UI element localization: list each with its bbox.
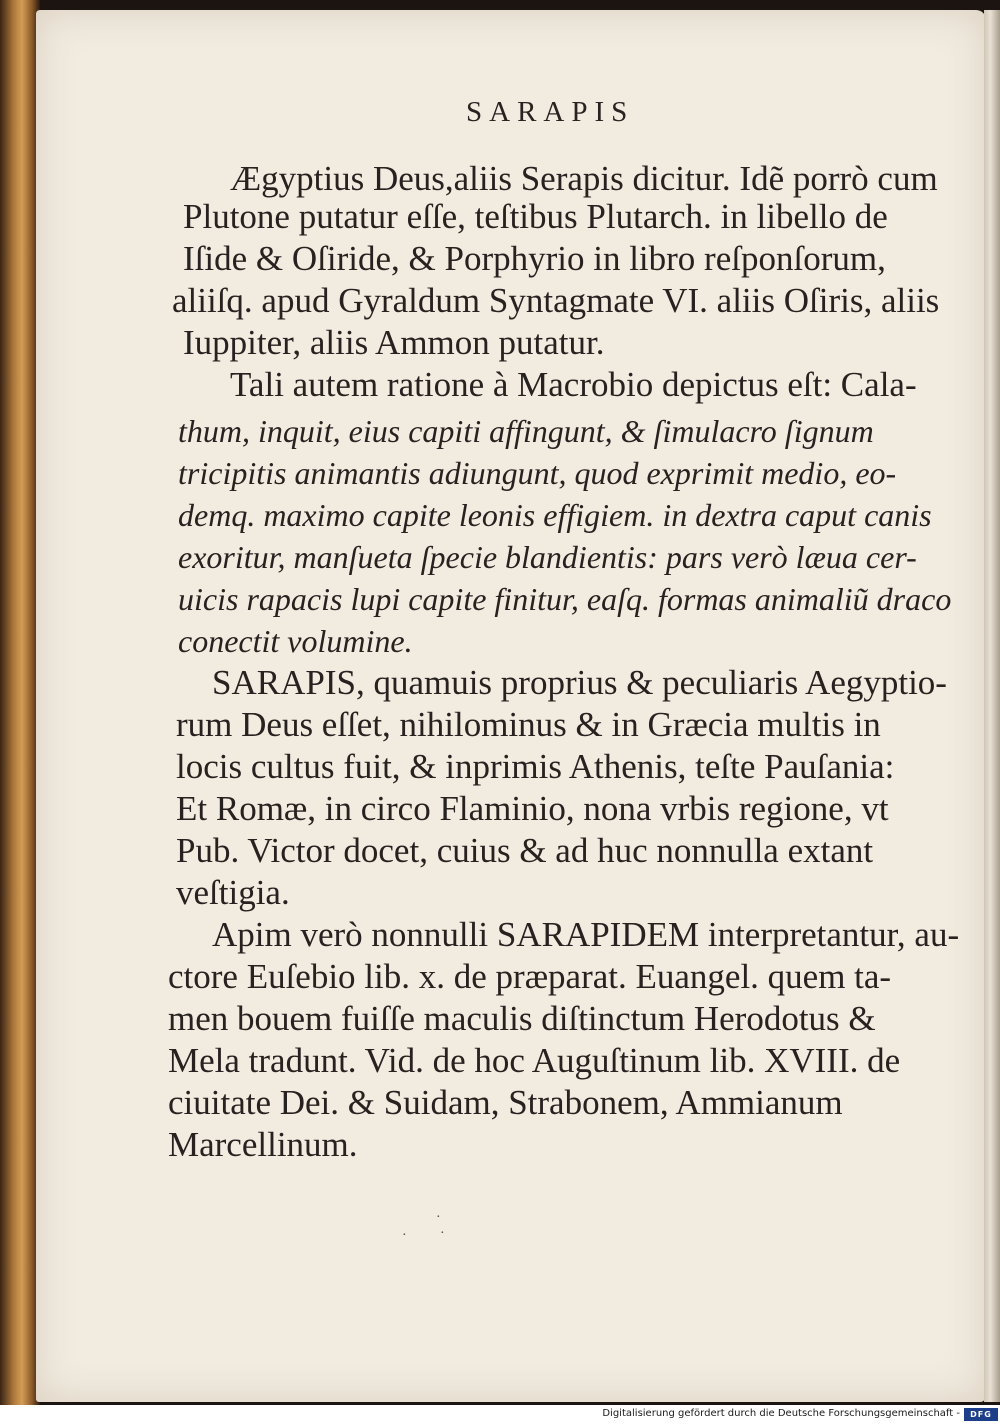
running-head: SARAPIS xyxy=(466,96,635,128)
text-line: Pub. Victor docet, cuius & ad huc nonnulla extant xyxy=(176,831,874,870)
digitization-footer xyxy=(0,1405,1000,1425)
text-line: tricipitis animantis adiungunt, quod exprimit medio, eo- xyxy=(178,455,897,491)
text-line: exoritur, manſueta ſpecie blandientis: pars verò læua cer- xyxy=(178,539,917,575)
ink-speck: · xyxy=(440,1226,445,1241)
ink-speck: · xyxy=(402,1228,407,1243)
footer-credit: Digitalisierung gefördert durch die Deutsche Forschungsgemeinschaft - xyxy=(602,1408,960,1419)
text-line: Tali autem ratione à Macrobio depictus eſt: Cala- xyxy=(230,365,917,404)
text-line: men bouem fuiſſe maculis diſtinctum Herodotus & xyxy=(168,999,876,1038)
text-line: Ægyptius Deus,aliis Serapis dicitur. Idẽ porrò cum xyxy=(230,159,938,198)
text-line: veſtigia. xyxy=(176,873,290,912)
text-line: Et Romæ, in circo Flaminio, nona vrbis regione, vt xyxy=(176,789,889,828)
text-line: Iuppiter, aliis Ammon putatur. xyxy=(183,323,605,362)
text-line: demq. maximo capite leonis effigiem. in dextra caput canis xyxy=(178,497,932,533)
text-line: thum, inquit, eius capiti affingunt, & ſimulacro ſignum xyxy=(178,413,874,449)
dfg-logo-icon: DFG xyxy=(964,1408,998,1421)
text-line: Apim verò nonnulli SARAPIDEM interpretantur, au- xyxy=(212,915,960,954)
text-line: uicis rapacis lupi capite finitur, eaſq. formas animaliũ draco xyxy=(178,581,952,617)
text-line: ctore Euſebio lib. x. de præparat. Euangel. quem ta- xyxy=(168,957,892,996)
text-line: Marcellinum. xyxy=(168,1125,358,1164)
text-line: Iſide & Oſiride, & Porphyrio in libro reſponſorum, xyxy=(183,239,886,278)
text-line: locis cultus fuit, & inprimis Athenis, teſte Pauſania: xyxy=(176,747,895,786)
text-line: rum Deus eſſet, nihilominus & in Græcia multis in xyxy=(176,705,881,744)
text-line: SARAPIS, quamuis proprius & peculiaris Aegyptio- xyxy=(212,663,947,702)
page-edge xyxy=(984,10,1000,1402)
text-line: aliiſq. apud Gyraldum Syntagmate VI. aliis Oſiris, aliis xyxy=(172,281,940,320)
book-spine xyxy=(0,0,40,1405)
ink-speck: · xyxy=(436,1210,441,1225)
text-line: conectit volumine. xyxy=(178,623,413,659)
text-line: Plutone putatur eſſe, teſtibus Plutarch. in libello de xyxy=(183,197,888,236)
text-line: ciuitate Dei. & Suidam, Strabonem, Ammianum xyxy=(168,1083,843,1122)
text-line: Mela tradunt. Vid. de hoc Auguſtinum lib. XVIII. de xyxy=(168,1041,901,1080)
